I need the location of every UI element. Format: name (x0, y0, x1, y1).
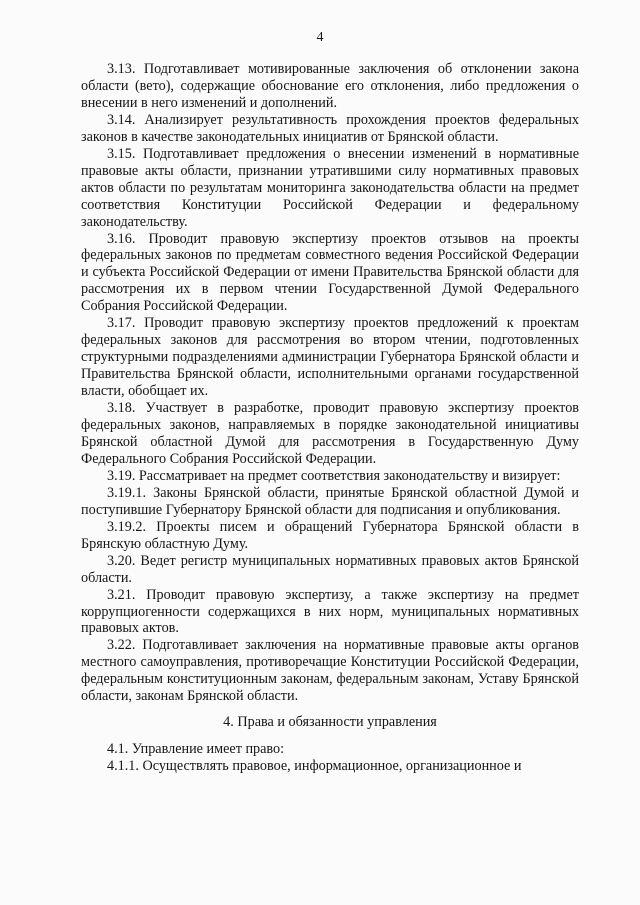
page-number: 4 (316, 30, 324, 45)
paragraph-3-13: 3.13. Подготавливает мотивированные заключения об отклонении закона области (вето), содержащие обоснование его отклонения, либо предложения о внесении в него изменений и дополнений. (81, 61, 579, 111)
paragraph-3-22: 3.22. Подготавливает заключения на нормативные правовые акты органов местного самоуправления, противоречащие Конституции Российской Федерации, федеральным конституционным законам, федеральным законам, Уставу Брянской области, законам Брянской области. (81, 637, 579, 705)
paragraph-3-21: 3.21. Проводит правовую экспертизу, а также экспертизу на предмет коррупциогенности содержащихся в них норм, муниципальных нормативных правовых актов. (81, 586, 579, 637)
paragraph-3-17: 3.17. Проводит правовую экспертизу проектов предложений к проектам федеральных законов для рассмотрения во втором чтении, подготовленных структурными подразделениями администрации Губернатора Брянской области и Правительства Брянской области, исполнительными органами государственной власти, обобщает их. (81, 315, 579, 400)
paragraph-4-1-1: 4.1.1. Осуществлять правовое, информационное, организационное и (107, 758, 522, 775)
paragraph-3-14: 3.14. Анализирует результативность прохождения проектов федеральных законов в качестве законодательных инициатив от Брянской области. (81, 111, 579, 145)
paragraph-3-19-1: 3.19.1. Законы Брянской области, принятые Брянской областной Думой и поступившие Губернатору Брянской области для подписания и опубликования. (81, 484, 579, 518)
paragraph-3-19: 3.19. Рассматривает на предмет соответствия законодательству и визирует: (107, 467, 561, 484)
paragraph-3-20: 3.20. Ведет регистр муниципальных нормативных правовых актов Брянской области. (81, 552, 579, 586)
paragraph-3-15: 3.15. Подготавливает предложения о внесении изменений в нормативные правовые акты области, признании утратившими силу нормативных правовых актов области по результатам мониторинга законодательства области на предмет соответствия Конституции Российской Федерации и федеральному законодательству. (81, 145, 579, 230)
paragraph-3-18: 3.18. Участвует в разработке, проводит правовую экспертизу проектов федеральных законов, направляемых в порядке законодательной инициативы Брянской областной Думой для рассмотрения в Государственную Думу Федерального Собрания Российской Федерации. (81, 400, 579, 467)
document-body (81, 61, 579, 775)
paragraph-3-16: 3.16. Проводит правовую экспертизу проектов отзывов на проекты федеральных законов по предметам совместного ведения Российской Федерации и субъекта Российской Федерации от имени Правительства Брянской области для рассмотрения их в первом чтении Государственной Думой Федерального Собрания Российской Федерации. (81, 230, 579, 315)
paragraph-3-19-2: 3.19.2. Проекты писем и обращений Губернатора Брянской области в Брянскую областную Думу. (81, 518, 579, 552)
section-heading: 4. Права и обязанности управления (223, 714, 437, 731)
paragraph-4-1: 4.1. Управление имеет право: (107, 741, 285, 758)
